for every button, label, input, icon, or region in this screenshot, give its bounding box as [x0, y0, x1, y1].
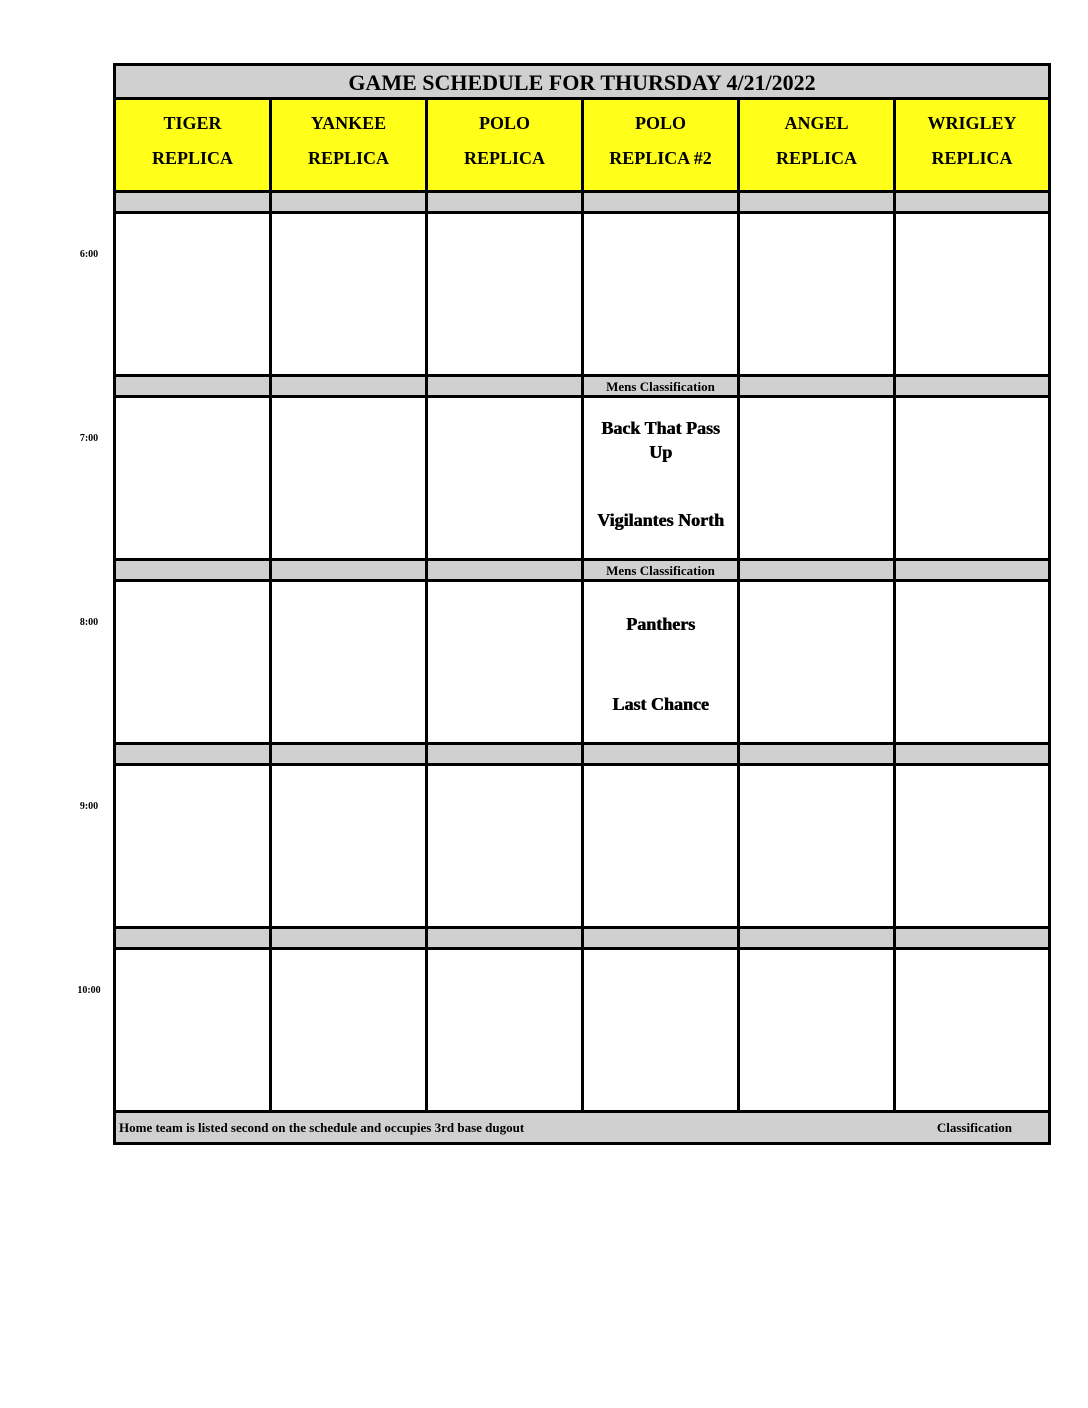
grid-line — [893, 190, 896, 1113]
game-classification-8: Mens Classification — [606, 563, 715, 578]
time-label-7: 7:00 — [79, 433, 99, 444]
field-subname: REPLICA — [151, 148, 233, 168]
field-name: POLO — [634, 113, 686, 133]
schedule-grid — [113, 63, 1051, 1145]
field-subname: REPLICA — [307, 148, 389, 168]
field-name: ANGEL — [784, 113, 849, 133]
field-subname: REPLICA — [931, 148, 1013, 168]
time-label-6: 6:00 — [79, 249, 99, 260]
schedule-title: GAME SCHEDULE FOR THURSDAY 4/21/2022 — [116, 66, 1048, 100]
field-subname: REPLICA — [775, 148, 857, 168]
field-header-polo-2 — [584, 100, 740, 190]
field-name: POLO — [478, 113, 530, 133]
grid-line — [425, 190, 428, 1113]
field-subname: REPLICA #2 — [609, 148, 712, 168]
game-classification-7: Mens Classification — [606, 379, 715, 394]
field-header-tiger — [116, 100, 272, 190]
time-label-8: 8:00 — [79, 617, 99, 628]
field-header-yankee — [272, 100, 428, 190]
time-label-9: 9:00 — [79, 801, 99, 812]
away-team-8: Panthers — [626, 614, 695, 634]
grid-line — [737, 190, 740, 1113]
home-team-note: Home team is listed second on the schedule and occupies 3rd base dugout — [119, 1120, 525, 1135]
field-header-angel — [740, 100, 896, 190]
field-name: WRIGLEY — [927, 113, 1017, 133]
home-team-7: Vigilantes North — [597, 510, 724, 530]
field-name: TIGER — [163, 113, 222, 133]
grid-line — [269, 190, 272, 1113]
home-team-8: Last Chance — [612, 694, 709, 714]
away-team-7: Back That Pass Up — [601, 418, 720, 462]
field-header-polo — [428, 100, 584, 190]
schedule-footer — [116, 1113, 1048, 1142]
field-header-wrigley — [896, 100, 1048, 190]
grid-line — [581, 190, 584, 1113]
field-name: YANKEE — [310, 113, 387, 133]
field-subname: REPLICA — [463, 148, 545, 168]
time-label-10: 10:00 — [77, 985, 101, 996]
footer-classification: Classification — [936, 1120, 1012, 1135]
